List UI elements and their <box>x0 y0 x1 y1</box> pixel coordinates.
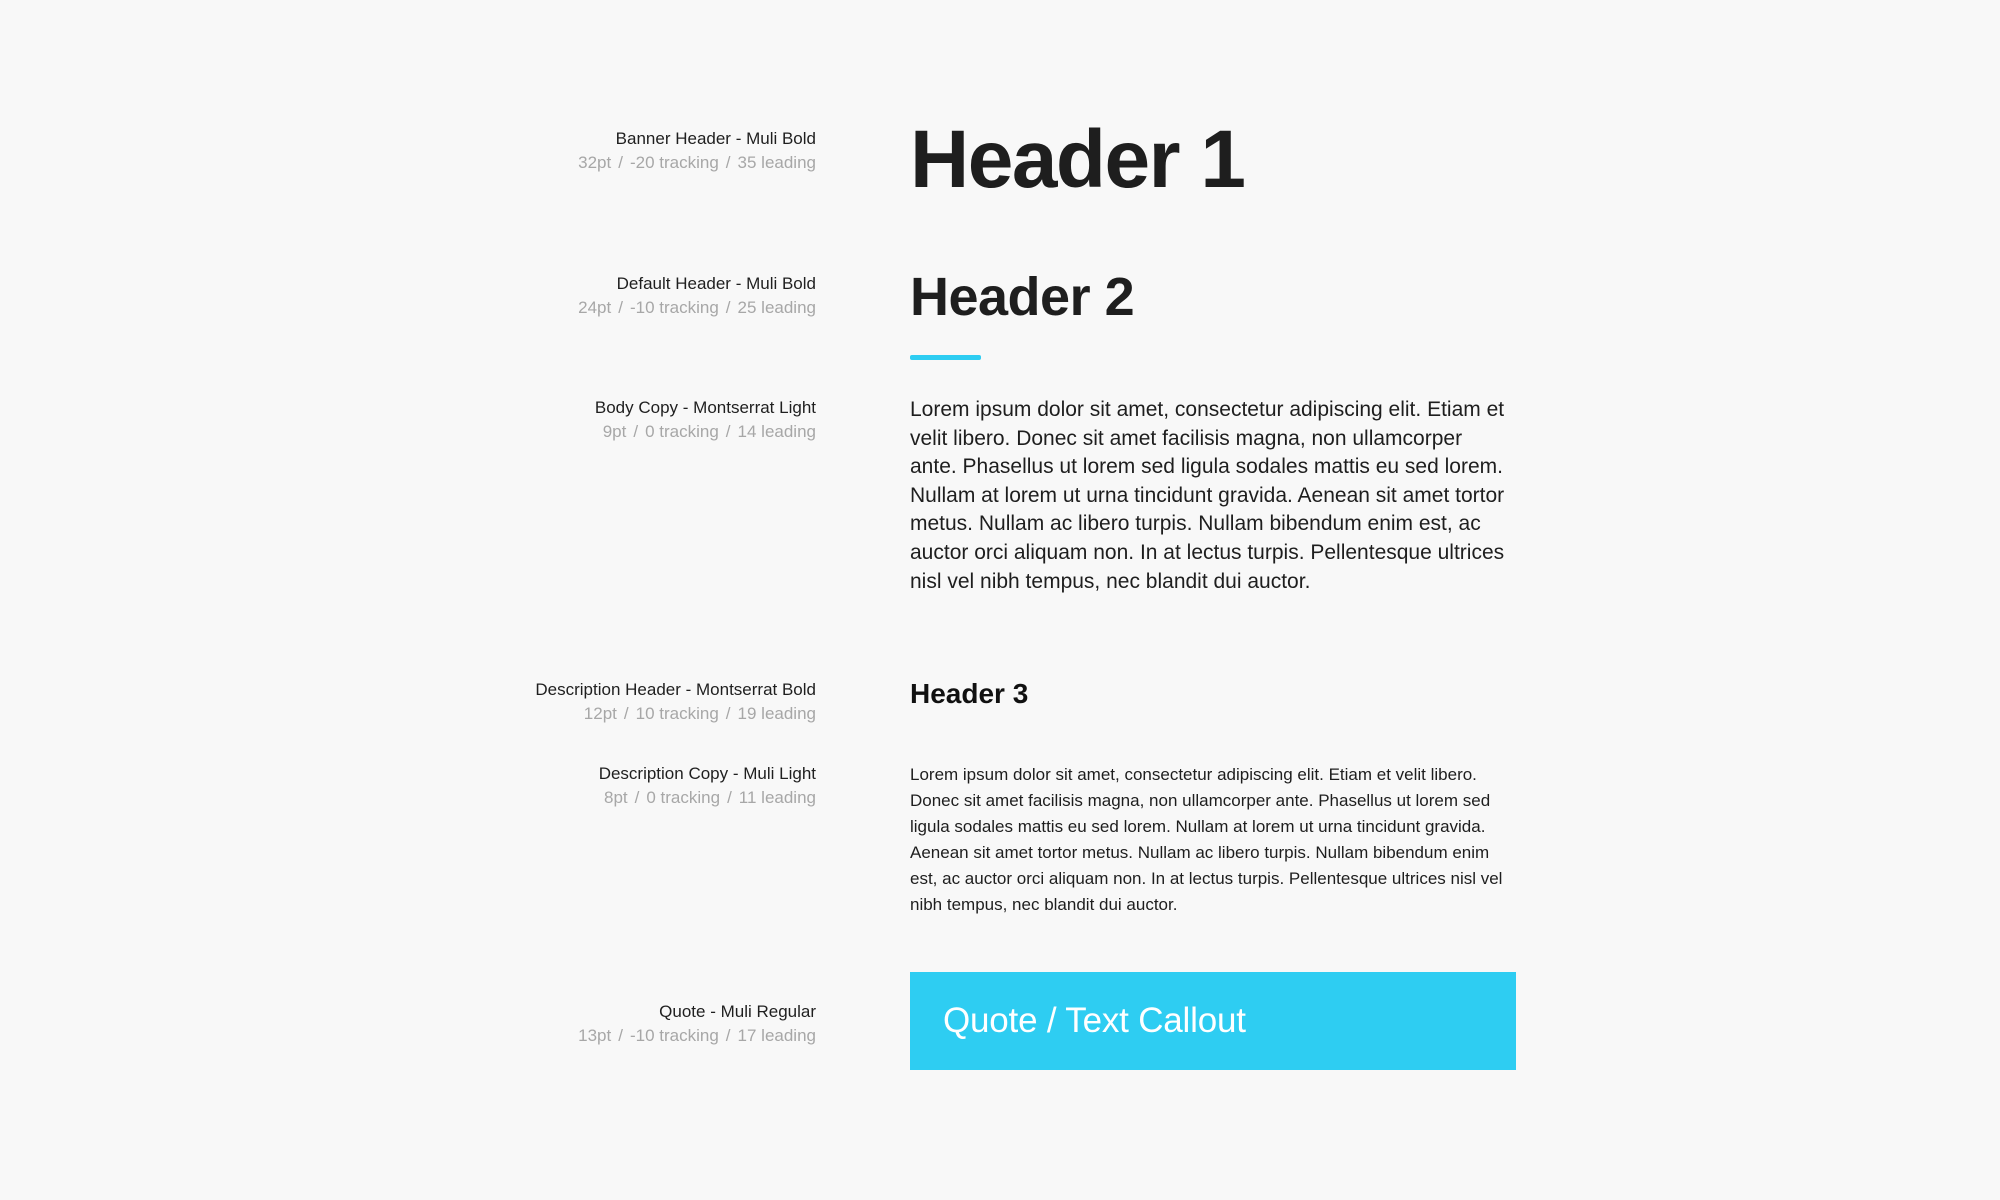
spec-name: Description Header - Montserrat Bold <box>535 680 816 699</box>
accent-divider <box>910 355 981 360</box>
header-3-sample: Header 3 <box>910 678 1029 709</box>
spec-meta: 12pt / 10 tracking / 19 leading <box>583 704 816 723</box>
spec-quote <box>578 1000 816 1048</box>
spec-name: Quote - Muli Regular <box>659 1002 816 1021</box>
quote-callout <box>910 972 1516 1070</box>
body-copy-sample: Lorem ipsum dolor sit amet, consectetur adipiscing elit. Etiam et velit libero. Donec sit amet facilisis magna, non ullamcorper ante. Phasellus ut lorem sed ligula sodales mattis eu sed lorem. Nullam at lorem ut urna tincidunt gravida. Aenean sit amet tortor metus. Nullam ac libero turpis. Nullam bibendum enim est, ac auctor orci aliquam non. In at lectus turpis. Pellentesque ultrices nisl vel nibh tempus, nec blandit dui auctor. <box>910 398 1505 593</box>
spec-name: Description Copy - Muli Light <box>598 764 816 783</box>
spec-banner-header <box>578 127 816 175</box>
spec-meta: 32pt / -20 tracking / 35 leading <box>578 153 816 172</box>
spec-body-copy <box>595 396 816 444</box>
spec-meta: 9pt / 0 tracking / 14 leading <box>602 422 816 441</box>
description-copy-sample: Lorem ipsum dolor sit amet, consectetur adipiscing elit. Etiam et velit libero. Donec sit amet facilisis magna, non ullamcorper ante. Phasellus ut lorem sed ligula sodales mattis eu sed lorem. Nullam at lorem ut urna tincidunt gravida. Aenean sit amet tortor metus. Nullam ac libero turpis. Nullam bibendum enim est, ac auctor orci aliquam non. In at lectus turpis. Pellentesque ultrices nisl vel nibh tempus, nec blandit dui auctor. <box>910 765 1503 914</box>
spec-meta: 13pt / -10 tracking / 17 leading <box>578 1026 816 1045</box>
spec-default-header <box>578 272 816 320</box>
spec-description-header <box>535 678 816 726</box>
header-2-sample: Header 2 <box>910 267 1135 327</box>
quote-text: Quote / Text Callout <box>943 1001 1246 1040</box>
spec-name: Banner Header - Muli Bold <box>615 129 816 148</box>
header-1-sample: Header 1 <box>910 114 1245 205</box>
spec-meta: 8pt / 0 tracking / 11 leading <box>603 788 816 807</box>
spec-name: Body Copy - Montserrat Light <box>594 398 816 417</box>
spec-description-copy <box>599 762 816 810</box>
spec-name: Default Header - Muli Bold <box>616 274 816 293</box>
spec-meta: 24pt / -10 tracking / 25 leading <box>578 298 816 317</box>
